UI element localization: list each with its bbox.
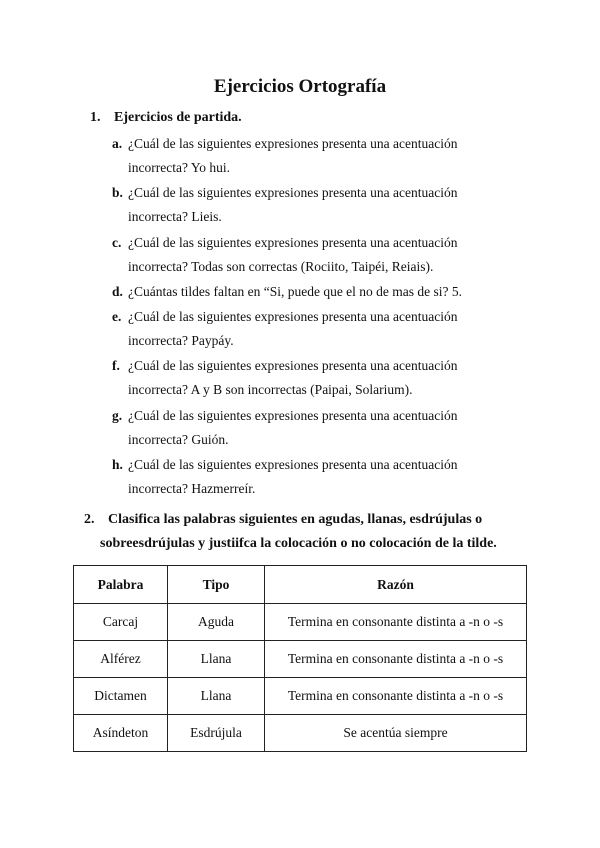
list-item bbox=[112, 453, 512, 501]
item-text: ¿Cuál de las siguientes expresiones presenta una acentuación bbox=[128, 309, 458, 325]
table-cell: Dictamen bbox=[74, 678, 168, 715]
column-header: Palabra bbox=[74, 566, 168, 604]
table-row bbox=[74, 715, 527, 752]
table-row bbox=[74, 604, 527, 641]
table-cell: Carcaj bbox=[74, 604, 168, 641]
item-text: ¿Cuál de las siguientes expresiones presenta una acentuación bbox=[128, 136, 458, 151]
section-number: 1. bbox=[90, 110, 101, 125]
section-title: Clasifica las palabras siguientes en agudas, llanas, esdrújulas o bbox=[108, 512, 483, 527]
table-cell: Alférez bbox=[74, 641, 168, 678]
list-item bbox=[112, 280, 512, 304]
section-2-heading bbox=[84, 508, 497, 556]
item-text-cont: incorrecta? Hazmerreír. bbox=[128, 481, 256, 497]
table-cell: Termina en consonante distinta a -n o -s bbox=[265, 641, 527, 678]
page-title: Ejercicios Ortografía bbox=[213, 76, 387, 97]
classification-table bbox=[73, 565, 527, 752]
item-text: ¿Cuál de las siguientes expresiones presenta una acentuación bbox=[128, 358, 458, 374]
item-letter: b. bbox=[112, 185, 123, 201]
item-text-cont: incorrecta? A y B son incorrectas (Paipai, Solarium). bbox=[128, 382, 413, 398]
item-text: ¿Cuántas tildes faltan en “Si, puede que el no de mas de si? 5. bbox=[128, 283, 463, 299]
table-cell: Aguda bbox=[168, 604, 265, 641]
table-header-row bbox=[74, 566, 527, 604]
item-letter: c. bbox=[112, 234, 122, 250]
item-text: ¿Cuál de las siguientes expresiones presenta una acentuación bbox=[128, 185, 458, 201]
item-letter: e. bbox=[112, 309, 122, 325]
table-cell: Se acentúa siempre bbox=[265, 715, 527, 752]
list-item bbox=[112, 305, 512, 353]
list-item bbox=[112, 404, 512, 452]
exercise-list bbox=[112, 132, 512, 502]
table-cell: Asíndeton bbox=[74, 715, 168, 752]
item-text: ¿Cuál de las siguientes expresiones presenta una acentuación bbox=[128, 457, 458, 473]
item-letter: g. bbox=[112, 407, 123, 423]
item-letter: d. bbox=[112, 283, 123, 299]
item-text: ¿Cuál de las siguientes expresiones presenta una acentuación bbox=[128, 234, 458, 250]
table-cell: Termina en consonante distinta a -n o -s bbox=[265, 678, 527, 715]
section-title: Ejercicios de partida. bbox=[114, 110, 242, 125]
item-letter: f. bbox=[112, 358, 120, 374]
table-cell: Esdrújula bbox=[168, 715, 265, 752]
list-item bbox=[112, 181, 512, 229]
item-text-cont: incorrecta? Lieis. bbox=[128, 209, 222, 225]
item-text: ¿Cuál de las siguientes expresiones presenta una acentuación bbox=[128, 407, 458, 423]
table-row bbox=[74, 678, 527, 715]
list-item bbox=[112, 132, 512, 180]
column-header: Razón bbox=[265, 566, 527, 604]
item-text-cont: incorrecta? Guión. bbox=[128, 431, 229, 447]
table-row bbox=[74, 641, 527, 678]
item-text-cont: incorrecta? Todas son correctas (Rociito, Taipéi, Reiais). bbox=[128, 258, 434, 274]
section-title-cont: sobreesdrújulas y justiifca la colocación o no colocación de la tilde. bbox=[100, 536, 497, 551]
list-item bbox=[112, 231, 512, 279]
section-1-heading bbox=[90, 110, 242, 126]
item-letter: a. bbox=[112, 136, 123, 151]
list-item bbox=[112, 354, 512, 402]
item-text-cont: incorrecta? Paypáy. bbox=[128, 333, 234, 349]
table-cell: Llana bbox=[168, 641, 265, 678]
column-header: Tipo bbox=[168, 566, 265, 604]
item-letter: h. bbox=[112, 457, 123, 473]
table-cell: Termina en consonante distinta a -n o -s bbox=[265, 604, 527, 641]
item-text-cont: incorrecta? Yo hui. bbox=[128, 160, 230, 175]
table-cell: Llana bbox=[168, 678, 265, 715]
section-number: 2. bbox=[84, 512, 95, 527]
